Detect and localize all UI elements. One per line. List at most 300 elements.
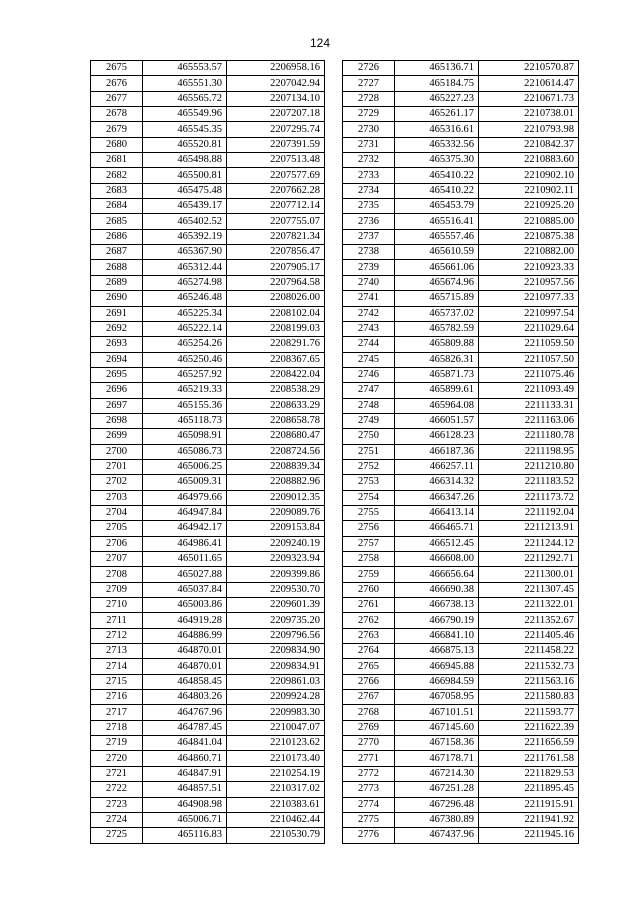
table-row [91,505,325,520]
table-row [343,552,579,567]
x-coordinate-cell: 467437.96 [395,828,479,843]
y-coordinate-cell: 2209399.86 [227,567,325,582]
table-row [343,521,579,536]
y-coordinate-cell: 2211093.49 [479,383,579,398]
point-id-cell: 2722 [91,782,143,797]
y-coordinate-cell: 2209323.94 [227,552,325,567]
y-coordinate-cell: 2210793.98 [479,122,579,137]
point-id-cell: 2687 [91,245,143,260]
x-coordinate-cell: 465274.98 [143,275,227,290]
y-coordinate-cell: 2211593.77 [479,705,579,720]
x-coordinate-cell: 465006.71 [143,812,227,827]
x-coordinate-cell: 466314.32 [395,475,479,490]
table-row [91,521,325,536]
y-coordinate-cell: 2210671.73 [479,91,579,106]
table-row [91,736,325,751]
table-row [91,260,325,275]
y-coordinate-cell: 2211352.67 [479,613,579,628]
point-id-cell: 2729 [343,107,395,122]
table-row [91,598,325,613]
x-coordinate-cell: 465715.89 [395,291,479,306]
x-coordinate-cell: 464870.01 [143,659,227,674]
point-id-cell: 2728 [343,91,395,106]
point-id-cell: 2730 [343,122,395,137]
y-coordinate-cell: 2210882.00 [479,245,579,260]
x-coordinate-cell: 465826.31 [395,352,479,367]
point-id-cell: 2773 [343,782,395,797]
point-id-cell: 2709 [91,582,143,597]
point-id-cell: 2714 [91,659,143,674]
y-coordinate-cell: 2209834.90 [227,644,325,659]
point-id-cell: 2774 [343,797,395,812]
y-coordinate-cell: 2209240.19 [227,536,325,551]
x-coordinate-cell: 465332.56 [395,137,479,152]
point-id-cell: 2686 [91,229,143,244]
x-coordinate-cell: 465964.08 [395,398,479,413]
x-coordinate-cell: 465402.52 [143,214,227,229]
y-coordinate-cell: 2211941.92 [479,812,579,827]
y-coordinate-cell: 2211945.16 [479,828,579,843]
x-coordinate-cell: 464787.45 [143,720,227,735]
y-coordinate-cell: 2209153.84 [227,521,325,536]
table-row [91,552,325,567]
table-row [91,367,325,382]
y-coordinate-cell: 2207577.69 [227,168,325,183]
table-row [91,76,325,91]
table-row [343,567,579,582]
point-id-cell: 2770 [343,736,395,751]
coordinates-table-left [90,60,325,844]
point-id-cell: 2723 [91,797,143,812]
point-id-cell: 2695 [91,367,143,382]
x-coordinate-cell: 465871.73 [395,367,479,382]
y-coordinate-cell: 2207391.59 [227,137,325,152]
x-coordinate-cell: 465500.81 [143,168,227,183]
point-id-cell: 2689 [91,275,143,290]
point-id-cell: 2749 [343,413,395,428]
y-coordinate-cell: 2207134.10 [227,91,325,106]
point-id-cell: 2720 [91,751,143,766]
point-id-cell: 2717 [91,705,143,720]
point-id-cell: 2688 [91,260,143,275]
x-coordinate-cell: 466608.00 [395,552,479,567]
point-id-cell: 2743 [343,321,395,336]
table-row [91,628,325,643]
point-id-cell: 2704 [91,505,143,520]
table-row [91,582,325,597]
table-row [343,766,579,781]
table-row [343,91,579,106]
table-row [343,505,579,520]
point-id-cell: 2691 [91,306,143,321]
x-coordinate-cell: 465027.88 [143,567,227,582]
point-id-cell: 2765 [343,659,395,674]
y-coordinate-cell: 2209735.20 [227,613,325,628]
y-coordinate-cell: 2210123.62 [227,736,325,751]
y-coordinate-cell: 2211915.91 [479,797,579,812]
point-id-cell: 2685 [91,214,143,229]
table-row [91,352,325,367]
x-coordinate-cell: 466128.23 [395,429,479,444]
y-coordinate-cell: 2211075.46 [479,367,579,382]
table-row [91,245,325,260]
table-row [91,398,325,413]
y-coordinate-cell: 2208538.29 [227,383,325,398]
y-coordinate-cell: 2210923.33 [479,260,579,275]
table-row [343,275,579,290]
table-row [343,260,579,275]
point-id-cell: 2764 [343,644,395,659]
x-coordinate-cell: 467145.60 [395,720,479,735]
y-coordinate-cell: 2209924.28 [227,690,325,705]
table-row [343,659,579,674]
table-row [343,598,579,613]
x-coordinate-cell: 465674.96 [395,275,479,290]
point-id-cell: 2700 [91,444,143,459]
point-id-cell: 2735 [343,199,395,214]
y-coordinate-cell: 2209796.56 [227,628,325,643]
x-coordinate-cell: 465610.59 [395,245,479,260]
point-id-cell: 2681 [91,153,143,168]
table-row [91,459,325,474]
point-id-cell: 2683 [91,183,143,198]
y-coordinate-cell: 2211761.58 [479,751,579,766]
x-coordinate-cell: 464886.99 [143,628,227,643]
x-coordinate-cell: 467296.48 [395,797,479,812]
table-row [91,337,325,352]
x-coordinate-cell: 465375.30 [395,153,479,168]
x-coordinate-cell: 465410.22 [395,183,479,198]
table-row [343,76,579,91]
y-coordinate-cell: 2207905.17 [227,260,325,275]
table-row [343,751,579,766]
x-coordinate-cell: 466347.26 [395,490,479,505]
y-coordinate-cell: 2211133.31 [479,398,579,413]
x-coordinate-cell: 465184.75 [395,76,479,91]
y-coordinate-cell: 2208199.03 [227,321,325,336]
point-id-cell: 2738 [343,245,395,260]
point-id-cell: 2719 [91,736,143,751]
x-coordinate-cell: 465136.71 [395,61,479,76]
x-coordinate-cell: 466945.88 [395,659,479,674]
point-id-cell: 2753 [343,475,395,490]
y-coordinate-cell: 2209012.35 [227,490,325,505]
point-id-cell: 2696 [91,383,143,398]
y-coordinate-cell: 2208291.76 [227,337,325,352]
y-coordinate-cell: 2207755.07 [227,214,325,229]
table-row [343,536,579,551]
point-id-cell: 2702 [91,475,143,490]
point-id-cell: 2748 [343,398,395,413]
x-coordinate-cell: 465737.02 [395,306,479,321]
y-coordinate-cell: 2209983.30 [227,705,325,720]
y-coordinate-cell: 2207964.58 [227,275,325,290]
x-coordinate-cell: 465246.48 [143,291,227,306]
point-id-cell: 2706 [91,536,143,551]
x-coordinate-cell: 465565.72 [143,91,227,106]
y-coordinate-cell: 2210462.44 [227,812,325,827]
table-row [343,107,579,122]
y-coordinate-cell: 2211300.01 [479,567,579,582]
table-row [91,153,325,168]
table-row [91,199,325,214]
x-coordinate-cell: 467251.28 [395,782,479,797]
table-row [343,291,579,306]
x-coordinate-cell: 466790.19 [395,613,479,628]
point-id-cell: 2767 [343,690,395,705]
y-coordinate-cell: 2210842.37 [479,137,579,152]
y-coordinate-cell: 2211307.45 [479,582,579,597]
x-coordinate-cell: 464803.26 [143,690,227,705]
point-id-cell: 2679 [91,122,143,137]
y-coordinate-cell: 2208724.56 [227,444,325,459]
table-row [343,736,579,751]
table-row [91,812,325,827]
x-coordinate-cell: 465475.48 [143,183,227,198]
x-coordinate-cell: 465516.41 [395,214,479,229]
x-coordinate-cell: 465661.06 [395,260,479,275]
x-coordinate-cell: 465257.92 [143,367,227,382]
x-coordinate-cell: 465003.86 [143,598,227,613]
x-coordinate-cell: 465520.81 [143,137,227,152]
y-coordinate-cell: 2209861.03 [227,674,325,689]
x-coordinate-cell: 466187.36 [395,444,479,459]
x-coordinate-cell: 465250.46 [143,352,227,367]
table-row [91,168,325,183]
point-id-cell: 2775 [343,812,395,827]
table-row [91,214,325,229]
x-coordinate-cell: 466875.13 [395,644,479,659]
y-coordinate-cell: 2211563.16 [479,674,579,689]
x-coordinate-cell: 465155.36 [143,398,227,413]
x-coordinate-cell: 465006.25 [143,459,227,474]
y-coordinate-cell: 2210977.33 [479,291,579,306]
point-id-cell: 2718 [91,720,143,735]
y-coordinate-cell: 2208026.00 [227,291,325,306]
x-coordinate-cell: 464947.84 [143,505,227,520]
table-row [343,183,579,198]
y-coordinate-cell: 2211405.46 [479,628,579,643]
y-coordinate-cell: 2209834.91 [227,659,325,674]
table-row [91,690,325,705]
x-coordinate-cell: 464857.51 [143,782,227,797]
x-coordinate-cell: 465316.61 [395,122,479,137]
y-coordinate-cell: 2211210.80 [479,459,579,474]
point-id-cell: 2676 [91,76,143,91]
y-coordinate-cell: 2207513.48 [227,153,325,168]
table-row [343,674,579,689]
y-coordinate-cell: 2208882.96 [227,475,325,490]
table-row [91,613,325,628]
point-id-cell: 2684 [91,199,143,214]
point-id-cell: 2754 [343,490,395,505]
y-coordinate-cell: 2210047.07 [227,720,325,735]
y-coordinate-cell: 2211322.01 [479,598,579,613]
y-coordinate-cell: 2211895.45 [479,782,579,797]
x-coordinate-cell: 465037.84 [143,582,227,597]
table-row [343,367,579,382]
y-coordinate-cell: 2211198.95 [479,444,579,459]
y-coordinate-cell: 2211213.91 [479,521,579,536]
point-id-cell: 2716 [91,690,143,705]
point-id-cell: 2690 [91,291,143,306]
point-id-cell: 2732 [343,153,395,168]
table-row [91,61,325,76]
x-coordinate-cell: 466465.71 [395,521,479,536]
point-id-cell: 2698 [91,413,143,428]
x-coordinate-cell: 465086.73 [143,444,227,459]
y-coordinate-cell: 2210570.87 [479,61,579,76]
table-row [91,91,325,106]
x-coordinate-cell: 465899.61 [395,383,479,398]
y-coordinate-cell: 2210902.10 [479,168,579,183]
x-coordinate-cell: 464919.28 [143,613,227,628]
x-coordinate-cell: 465219.33 [143,383,227,398]
point-id-cell: 2760 [343,582,395,597]
point-id-cell: 2761 [343,598,395,613]
point-id-cell: 2693 [91,337,143,352]
x-coordinate-cell: 465367.90 [143,245,227,260]
x-coordinate-cell: 465557.46 [395,229,479,244]
x-coordinate-cell: 466413.14 [395,505,479,520]
point-id-cell: 2731 [343,137,395,152]
table-row [343,459,579,474]
x-coordinate-cell: 465439.17 [143,199,227,214]
y-coordinate-cell: 2210530.79 [227,828,325,843]
table-row [343,153,579,168]
x-coordinate-cell: 465227.23 [395,91,479,106]
point-id-cell: 2758 [343,552,395,567]
table-row [91,782,325,797]
table-row [343,383,579,398]
y-coordinate-cell: 2208367.65 [227,352,325,367]
x-coordinate-cell: 465254.26 [143,337,227,352]
point-id-cell: 2740 [343,275,395,290]
point-id-cell: 2697 [91,398,143,413]
table-row [343,613,579,628]
x-coordinate-cell: 464847.91 [143,766,227,781]
point-id-cell: 2699 [91,429,143,444]
y-coordinate-cell: 2208680.47 [227,429,325,444]
y-coordinate-cell: 2210317.02 [227,782,325,797]
x-coordinate-cell: 465545.35 [143,122,227,137]
x-coordinate-cell: 465782.59 [395,321,479,336]
x-coordinate-cell: 464860.71 [143,751,227,766]
y-coordinate-cell: 2211656.59 [479,736,579,751]
point-id-cell: 2742 [343,306,395,321]
x-coordinate-cell: 466512.45 [395,536,479,551]
table-row [343,828,579,843]
table-row [343,245,579,260]
x-coordinate-cell: 464767.96 [143,705,227,720]
y-coordinate-cell: 2211622.39 [479,720,579,735]
point-id-cell: 2710 [91,598,143,613]
x-coordinate-cell: 466738.13 [395,598,479,613]
x-coordinate-cell: 466984.59 [395,674,479,689]
point-id-cell: 2675 [91,61,143,76]
table-row [343,398,579,413]
table-row [91,229,325,244]
point-id-cell: 2707 [91,552,143,567]
y-coordinate-cell: 2206958.16 [227,61,325,76]
point-id-cell: 2692 [91,321,143,336]
table-row [343,229,579,244]
table-row [343,782,579,797]
y-coordinate-cell: 2211180.78 [479,429,579,444]
y-coordinate-cell: 2209089.76 [227,505,325,520]
y-coordinate-cell: 2209530.70 [227,582,325,597]
table-row [91,720,325,735]
y-coordinate-cell: 2207295.74 [227,122,325,137]
point-id-cell: 2678 [91,107,143,122]
table-row [343,199,579,214]
table-row [91,674,325,689]
point-id-cell: 2741 [343,291,395,306]
x-coordinate-cell: 465392.19 [143,229,227,244]
point-id-cell: 2744 [343,337,395,352]
point-id-cell: 2745 [343,352,395,367]
x-coordinate-cell: 467058.95 [395,690,479,705]
y-coordinate-cell: 2208422.04 [227,367,325,382]
y-coordinate-cell: 2210383.61 [227,797,325,812]
table-row [343,720,579,735]
table-row [91,137,325,152]
point-id-cell: 2705 [91,521,143,536]
table-row [343,413,579,428]
point-id-cell: 2771 [343,751,395,766]
x-coordinate-cell: 465410.22 [395,168,479,183]
table-row [91,107,325,122]
y-coordinate-cell: 2210883.60 [479,153,579,168]
point-id-cell: 2708 [91,567,143,582]
point-id-cell: 2746 [343,367,395,382]
table-row [91,644,325,659]
y-coordinate-cell: 2211173.72 [479,490,579,505]
y-coordinate-cell: 2207856.47 [227,245,325,260]
table-row [91,490,325,505]
table-row [91,413,325,428]
x-coordinate-cell: 464870.01 [143,644,227,659]
point-id-cell: 2677 [91,91,143,106]
point-id-cell: 2747 [343,383,395,398]
x-coordinate-cell: 464986.41 [143,536,227,551]
y-coordinate-cell: 2210925.20 [479,199,579,214]
table-row [91,659,325,674]
table-row [343,352,579,367]
y-coordinate-cell: 2210614.47 [479,76,579,91]
y-coordinate-cell: 2210885.00 [479,214,579,229]
point-id-cell: 2739 [343,260,395,275]
x-coordinate-cell: 464908.98 [143,797,227,812]
x-coordinate-cell: 466841.10 [395,628,479,643]
point-id-cell: 2694 [91,352,143,367]
table-row [91,275,325,290]
y-coordinate-cell: 2211829.53 [479,766,579,781]
table-row [343,705,579,720]
x-coordinate-cell: 465453.79 [395,199,479,214]
point-id-cell: 2711 [91,613,143,628]
x-coordinate-cell: 464942.17 [143,521,227,536]
table-row [91,751,325,766]
table-row [91,383,325,398]
table-row [343,137,579,152]
point-id-cell: 2751 [343,444,395,459]
point-id-cell: 2752 [343,459,395,474]
y-coordinate-cell: 2211029.64 [479,321,579,336]
table-row [343,306,579,321]
x-coordinate-cell: 467178.71 [395,751,479,766]
x-coordinate-cell: 465809.88 [395,337,479,352]
